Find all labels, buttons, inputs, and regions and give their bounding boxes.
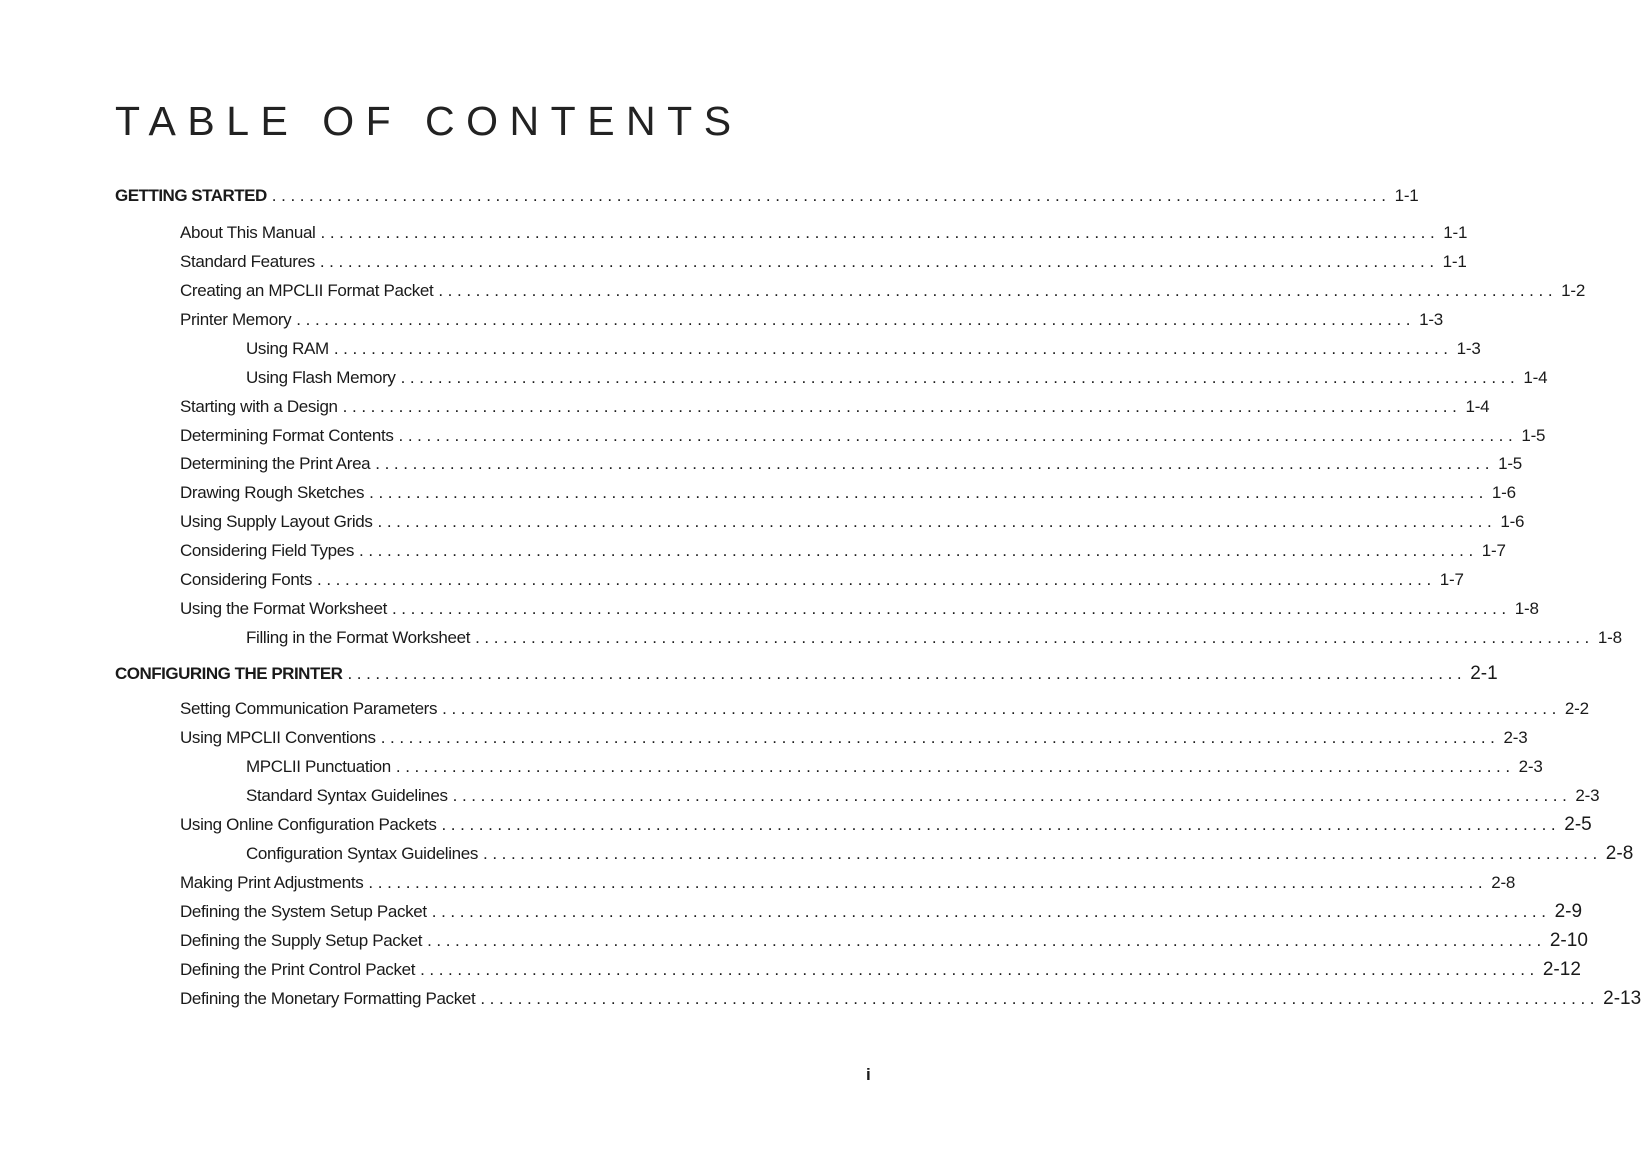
toc-entry-title: CONFIGURING THE PRINTER bbox=[115, 664, 343, 683]
toc-entry bbox=[180, 929, 1588, 953]
toc-page-number: 2-13 bbox=[1603, 988, 1641, 1009]
toc-page-number: 1-7 bbox=[1439, 570, 1464, 589]
toc-page-number: 1-1 bbox=[1394, 186, 1419, 205]
page-number: i bbox=[866, 1065, 871, 1084]
toc-entry-title: Making Print Adjustments bbox=[180, 873, 364, 892]
toc-entry-title: Determining Format Contents bbox=[180, 426, 394, 445]
toc-entry-title: Starting with a Design bbox=[180, 397, 338, 416]
toc-entry-title: Using the Format Worksheet bbox=[180, 599, 387, 618]
toc-entry-title: Using Online Configuration Packets bbox=[180, 815, 437, 834]
toc-entry bbox=[246, 842, 1634, 866]
toc-page-number: 1-4 bbox=[1523, 368, 1548, 387]
toc-entry-title: Considering Field Types bbox=[180, 541, 355, 560]
toc-entry bbox=[180, 539, 1506, 563]
toc-dot-leader: ........................................................................................................................ bbox=[368, 873, 1488, 892]
toc-entry bbox=[246, 755, 1543, 779]
toc-dot-leader: ........................................................................................................................ bbox=[369, 483, 1488, 502]
toc-dot-leader: ........................................................................................................................ bbox=[452, 786, 1572, 805]
toc-page-number: 2-1 bbox=[1470, 663, 1498, 684]
toc-entry-title: Considering Fonts bbox=[180, 570, 313, 589]
toc-page-number: 1-4 bbox=[1465, 397, 1490, 416]
toc-page-number: 2-9 bbox=[1554, 901, 1583, 922]
toc-entry bbox=[180, 279, 1586, 303]
toc-chapter-entry bbox=[115, 662, 1498, 686]
toc-entry bbox=[180, 871, 1516, 895]
toc-entry bbox=[180, 987, 1641, 1011]
page-title: TABLE OF CONTENTS bbox=[115, 98, 743, 144]
toc-dot-leader: ........................................................................................................................ bbox=[333, 339, 1453, 358]
toc-entry-title: Determining the Print Area bbox=[180, 454, 371, 473]
toc-entry-title: About This Manual bbox=[180, 223, 316, 242]
toc-page-number: 2-12 bbox=[1542, 959, 1581, 980]
toc-page-number: 2-8 bbox=[1491, 873, 1516, 892]
toc-entry bbox=[180, 452, 1523, 476]
toc-entry bbox=[246, 626, 1622, 650]
toc-page-number: 2-3 bbox=[1503, 728, 1528, 747]
toc-entry bbox=[180, 308, 1444, 332]
toc-page-number: 2-3 bbox=[1575, 786, 1600, 805]
toc-page-number: 2-2 bbox=[1564, 699, 1589, 718]
toc-entry bbox=[180, 813, 1592, 837]
toc-page-number: 1-2 bbox=[1561, 281, 1586, 300]
toc-entry bbox=[246, 337, 1481, 361]
toc-entry-title: Creating an MPCLII Format Packet bbox=[180, 281, 434, 300]
toc-page-number: 1-5 bbox=[1498, 454, 1523, 473]
toc-entry-title: Defining the Supply Setup Packet bbox=[180, 931, 423, 950]
toc-dot-leader: ........................................................................................................................ bbox=[271, 186, 1391, 205]
toc-dot-leader: ........................................................................................................................ bbox=[319, 252, 1439, 271]
toc-dot-leader: ........................................................................................................................ bbox=[317, 570, 1436, 589]
toc-entry-title: Printer Memory bbox=[180, 310, 292, 329]
toc-entry-title: Configuration Syntax Guidelines bbox=[246, 844, 479, 863]
toc-entry-title: Defining the Print Control Packet bbox=[180, 960, 416, 979]
toc-page-number: 1-6 bbox=[1500, 512, 1525, 531]
toc-page-number: 1-5 bbox=[1521, 426, 1546, 445]
toc-entry-title: Standard Features bbox=[180, 252, 315, 271]
toc-page-number: 2-5 bbox=[1564, 814, 1592, 835]
toc-dot-leader: ........................................................................................................................ bbox=[400, 368, 1520, 387]
toc-entry bbox=[180, 958, 1581, 982]
toc-dot-leader: ........................................................................................................................ bbox=[483, 844, 1602, 863]
toc-dot-leader: ........................................................................................................................ bbox=[442, 699, 1561, 718]
toc-entry-title: Using Supply Layout Grids bbox=[180, 512, 373, 531]
toc-dot-leader: ........................................................................................................................ bbox=[377, 512, 1497, 531]
toc-entry-title: Drawing Rough Sketches bbox=[180, 483, 365, 502]
toc-entry bbox=[180, 221, 1468, 245]
toc-entry-title: Standard Syntax Guidelines bbox=[246, 786, 448, 805]
toc-entry bbox=[180, 597, 1539, 621]
toc-entry bbox=[180, 726, 1528, 750]
toc-page-number: 2-8 bbox=[1605, 843, 1634, 864]
toc-entry bbox=[180, 250, 1467, 274]
toc-entry-title: Using Flash Memory bbox=[246, 368, 396, 387]
toc-entry bbox=[180, 568, 1464, 592]
toc-entry-title: Using RAM bbox=[246, 339, 329, 358]
toc-entry-title: MPCLII Punctuation bbox=[246, 757, 391, 776]
toc-entry-title: Using MPCLII Conventions bbox=[180, 728, 376, 747]
toc-dot-leader: ........................................................................................................................ bbox=[441, 815, 1561, 834]
toc-page-number: 1-7 bbox=[1481, 541, 1506, 560]
toc-dot-leader: ........................................................................................................................ bbox=[342, 397, 1462, 416]
toc-dot-leader: ........................................................................................................................ bbox=[431, 902, 1551, 921]
toc-entry-title: Defining the Monetary Formatting Packet bbox=[180, 989, 476, 1008]
toc-dot-leader: ........................................................................................................................ bbox=[391, 599, 1511, 618]
toc-entry bbox=[180, 395, 1490, 419]
toc-page-number: 1-1 bbox=[1443, 223, 1468, 242]
toc-entry bbox=[246, 784, 1600, 808]
toc-entry-title: Setting Communication Parameters bbox=[180, 699, 438, 718]
toc-dot-leader: ........................................................................................................................ bbox=[420, 960, 1539, 979]
toc-entry bbox=[180, 424, 1546, 448]
toc-dot-leader: ........................................................................................................................ bbox=[375, 454, 1495, 473]
toc-page-number: 2-10 bbox=[1549, 930, 1588, 951]
toc-dot-leader: ........................................................................................................................ bbox=[480, 989, 1600, 1008]
toc-dot-leader: ........................................................................................................................ bbox=[380, 728, 1500, 747]
toc-dot-leader: ........................................................................................................................ bbox=[438, 281, 1558, 300]
toc-dot-leader: ........................................................................................................................ bbox=[475, 628, 1594, 647]
toc-entry bbox=[180, 900, 1583, 924]
toc-entry bbox=[180, 481, 1516, 505]
toc-dot-leader: ........................................................................................................................ bbox=[398, 426, 1518, 445]
toc-page-number: 1-3 bbox=[1419, 310, 1444, 329]
toc-dot-leader: ........................................................................................................................ bbox=[395, 757, 1515, 776]
toc-dot-leader: ........................................................................................................................ bbox=[296, 310, 1416, 329]
toc-chapter-entry bbox=[115, 184, 1419, 208]
toc-page-number: 1-1 bbox=[1442, 252, 1467, 271]
toc-entry bbox=[180, 697, 1589, 721]
toc-page-number: 1-8 bbox=[1597, 628, 1622, 647]
toc-page-number: 2-3 bbox=[1518, 757, 1543, 776]
toc-dot-leader: ........................................................................................................................ bbox=[320, 223, 1440, 242]
toc-entry-title: GETTING STARTED bbox=[115, 186, 267, 205]
toc-entry-title: Filling in the Format Worksheet bbox=[246, 628, 471, 647]
toc-entry-title: Defining the System Setup Packet bbox=[180, 902, 427, 921]
toc-dot-leader: ........................................................................................................................ bbox=[359, 541, 1478, 560]
toc-page-number: 1-6 bbox=[1491, 483, 1516, 502]
toc-page-number: 1-3 bbox=[1456, 339, 1481, 358]
toc-entry bbox=[180, 510, 1525, 534]
toc-dot-leader: ........................................................................................................................ bbox=[427, 931, 1546, 950]
toc-page-number: 1-8 bbox=[1514, 599, 1539, 618]
toc-dot-leader: ........................................................................................................................ bbox=[347, 664, 1467, 683]
toc-entry bbox=[246, 366, 1548, 390]
